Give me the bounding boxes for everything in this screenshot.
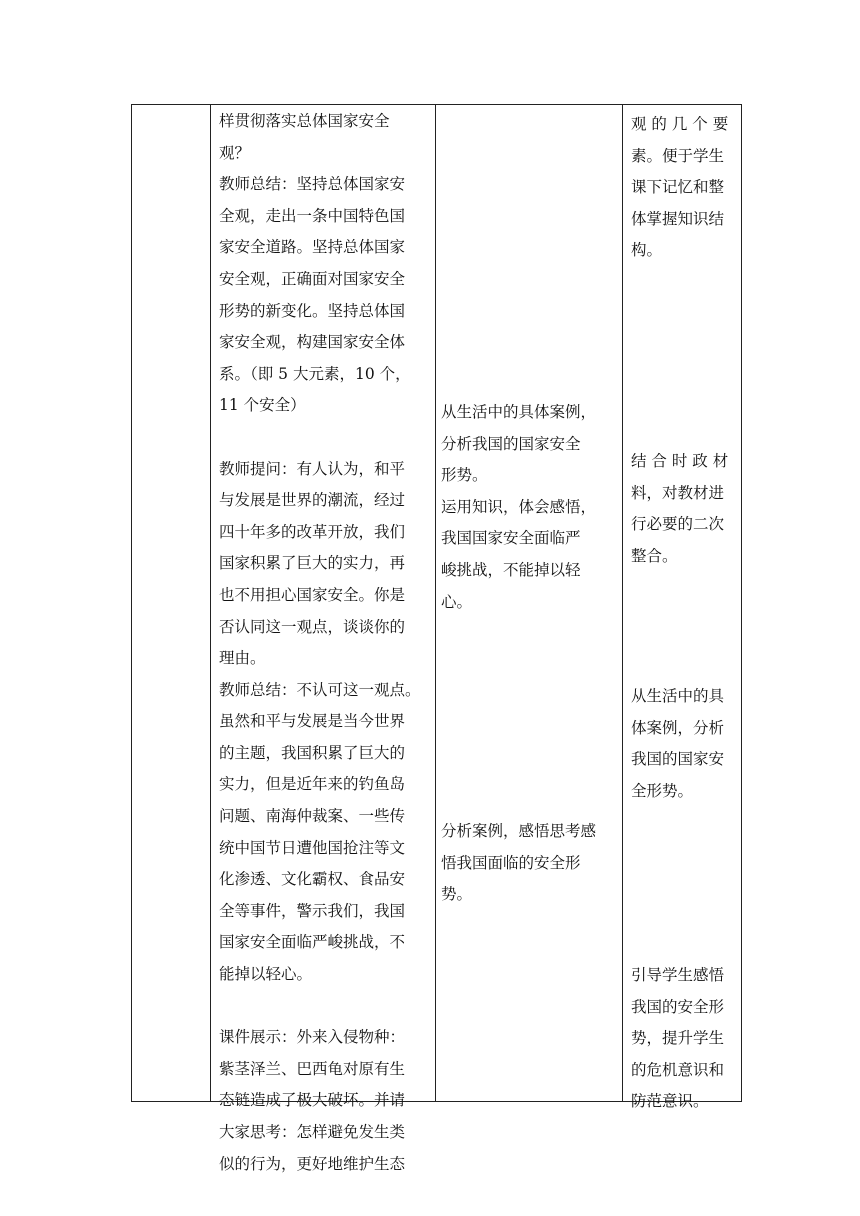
text-line: 运用知识，体会感悟， — [441, 497, 597, 516]
text-line: 理由。 — [219, 649, 266, 668]
text-line: 全观，走出一条中国特色国 — [219, 206, 406, 225]
text-line: 全形势。 — [631, 781, 694, 800]
text-line: 引导学生感悟 — [631, 966, 725, 984]
text-line: 的主题，我国积累了巨大的 — [219, 743, 406, 762]
column-divider — [622, 105, 623, 1101]
text-line: 我国的国家安 — [631, 750, 725, 769]
text-line: 观 的 几 个 要 — [631, 115, 729, 133]
text-line: 课件展示：外来入侵物种： — [219, 1028, 406, 1047]
text-line: 素。便于学生 — [631, 146, 725, 165]
text-line: 从生活中的具体案例， — [441, 403, 597, 421]
text-line: 结 合 时 政 材 — [631, 452, 729, 470]
text-line: 料，对教材进 — [631, 483, 725, 502]
text-line: 实力，但是近年来的钓鱼岛 — [219, 775, 406, 794]
text-line: 形势的新变化。坚持总体国 — [219, 301, 406, 320]
student-activity-block — [441, 397, 596, 618]
text-line: 四十年多的改革开放，我们 — [219, 522, 406, 541]
text-line: 虽然和平与发展是当今世界 — [219, 712, 406, 731]
text-line: 分析案例，感悟思考感 — [441, 822, 597, 840]
text-line: 国家积累了巨大的实力，再 — [219, 554, 406, 573]
text-line: 样贯彻落实总体国家安全 — [219, 112, 390, 130]
text-line: 势。 — [441, 885, 473, 904]
text-line: 态链造成了极大破坏。并请 — [219, 1091, 406, 1110]
text-line: 安全观，正确面对国家安全 — [219, 269, 406, 288]
text-line: 否认同这一观点，谈谈你的 — [219, 617, 406, 636]
text-line: 家安全道路。坚持总体国家 — [219, 238, 406, 257]
text-line: 体掌握知识结 — [631, 209, 725, 228]
text-line: 势，提升学生 — [631, 1029, 725, 1048]
lesson-plan-table — [131, 104, 742, 1173]
text-line: 观？ — [219, 143, 251, 162]
text-line: 紫茎泽兰、巴西龟对原有生 — [219, 1059, 406, 1078]
text-line: 系。（即 5 大元素，10 个， — [219, 364, 411, 383]
column-divider — [210, 105, 211, 1101]
text-line: 能掉以轻心。 — [219, 965, 313, 984]
text-line: 防范意识。 — [631, 1092, 709, 1111]
text-line: 课下记忆和整 — [631, 178, 725, 197]
text-line: 我国国家安全面临严 — [441, 529, 581, 548]
design-intent-block — [631, 960, 724, 1118]
text-line: 与发展是世界的潮流，经过 — [219, 491, 406, 510]
text-line: 从生活中的具 — [631, 687, 725, 705]
text-line: 教师提问：有人认为，和平 — [219, 459, 406, 478]
text-line: 教师总结：坚持总体国家安 — [219, 175, 406, 194]
text-line: 国家安全面临严峻挑战，不 — [219, 933, 406, 952]
text-line: 家安全观，构建国家安全体 — [219, 333, 406, 352]
text-line: 整合。 — [631, 546, 678, 565]
text-line: 行必要的二次 — [631, 515, 725, 534]
text-line: 11 个安全） — [219, 396, 306, 415]
text-line: 形势。 — [441, 466, 488, 485]
text-line: 也不用担心国家安全。你是 — [219, 585, 406, 604]
design-intent-block — [631, 446, 728, 572]
text-line: 大家思考：怎样避免发生类 — [219, 1123, 406, 1141]
text-line: 教师总结：不认可这一观点。 — [219, 680, 421, 699]
text-line: 分析我国的国家安全 — [441, 434, 581, 453]
text-line: 统中国节日遭他国抢注等文 — [219, 838, 406, 857]
text-line: 悟我国面临的安全形 — [441, 853, 581, 872]
text-line: 全等事件，警示我们，我国 — [219, 901, 406, 920]
text-line: 我国的安全形 — [631, 997, 725, 1016]
text-line: 峻挑战，不能掉以轻 — [441, 560, 581, 579]
text-line: 体案例，分析 — [631, 718, 725, 737]
text-line: 的危机意识和 — [631, 1060, 725, 1079]
design-intent-block — [631, 109, 728, 267]
student-activity-block — [441, 816, 596, 911]
text-line: 问题、南海仲裁案、一些传 — [219, 807, 406, 826]
design-intent-block — [631, 681, 724, 807]
teacher-activity-column — [219, 106, 421, 1180]
column-divider — [435, 105, 436, 1101]
text-line: 心。 — [441, 592, 473, 611]
text-line: 化渗透、文化霸权、食品安 — [219, 870, 406, 889]
text-line: 似的行为，更好地维护生态 — [219, 1154, 406, 1173]
text-line: 构。 — [631, 241, 663, 260]
